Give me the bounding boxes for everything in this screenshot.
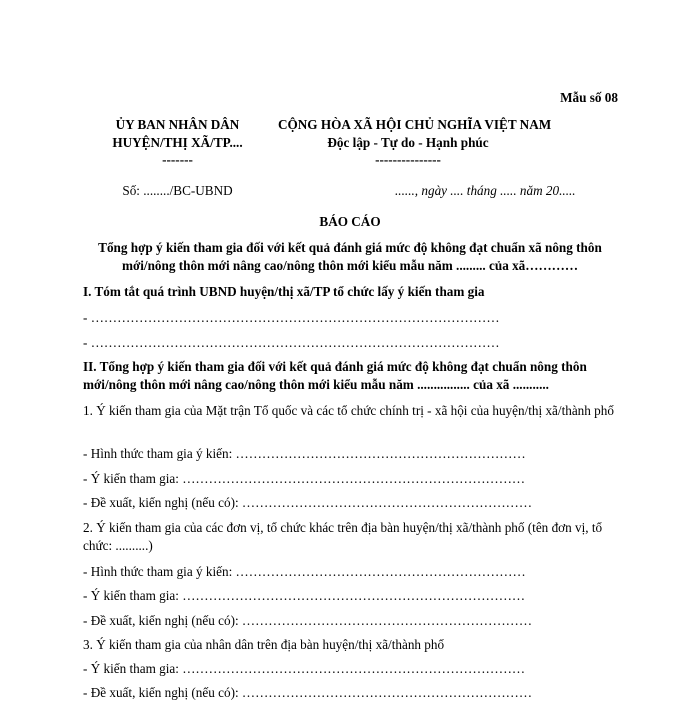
section2-heading-line1: II. Tổng hợp ý kiến tham gia đối với kết quả đánh giá mức độ không đạt chuẩn nông thôn [83,359,587,374]
item3-opinion: - Ý kiến tham gia: …………………………………………………………………… [83,661,526,676]
national-title: CỘNG HÒA XÃ HỘI CHỦ NGHĨA VIỆT NAM [278,117,552,132]
document-number: Số: ......../BC-UBND [122,183,233,198]
form-number: Mẫu số 08 [560,90,618,105]
section1-line: - ………………………………………………………………………………… [83,310,500,325]
national-divider: --------------- [375,152,441,167]
item2-title: 2. Ý kiến tham gia của các đơn vị, tổ chức khác trên địa bàn huyện/thị xã/thành phố (tên đơn vị, tổ chức: ..........) [83,520,603,553]
report-subtitle-line2: mới/nông thôn mới nâng cao/nông thôn mới kiểu mẫu năm ......... của xã………… [121,258,579,273]
report-title: BÁO CÁO [319,214,381,229]
item2-form: - Hình thức tham gia ý kiến: ………………………………………………………… [83,564,526,579]
issuer-divider: ------- [162,152,193,167]
item2-opinion: - Ý kiến tham gia: …………………………………………………………………… [83,588,526,603]
item3-proposal: - Đề xuất, kiến nghị (nếu có): ………………………………………………………… [83,685,533,700]
section1-line: - ………………………………………………………………………………… [83,335,500,350]
issuer-name-line2: HUYỆN/THỊ XÃ/TP.... [112,135,243,150]
report-subtitle-line1: Tổng hợp ý kiến tham gia đối với kết quả đánh giá mức độ không đạt chuẩn xã nông thôn [98,240,602,255]
item1-title: 1. Ý kiến tham gia của Mặt trận Tổ quốc và các tổ chức chính trị - xã hội của huyện/thị xã/thành phố [83,403,614,418]
national-motto: Độc lập - Tự do - Hạnh phúc [327,135,489,150]
item2-proposal: - Đề xuất, kiến nghị (nếu có): ………………………………………………………… [83,613,533,628]
item1-proposal: - Đề xuất, kiến nghị (nếu có): ………………………………………………………… [83,495,533,510]
section2-heading-line2: mới/nông thôn mới nâng cao/nông thôn mới kiểu mẫu năm ................ của xã ........... [83,377,549,392]
section1-heading: I. Tóm tắt quá trình UBND huyện/thị xã/TP tổ chức lấy ý kiến tham gia [83,284,485,299]
item1-opinion: - Ý kiến tham gia: …………………………………………………………………… [83,471,526,486]
document-date: ......, ngày .... tháng ..... năm 20..... [395,183,576,198]
issuer-name-line1: ỦY BAN NHÂN DÂN [115,117,240,132]
item1-form: - Hình thức tham gia ý kiến: ………………………………………………………… [83,446,526,461]
item3-title: 3. Ý kiến tham gia của nhân dân trên địa bàn huyện/thị xã/thành phố [83,637,445,652]
